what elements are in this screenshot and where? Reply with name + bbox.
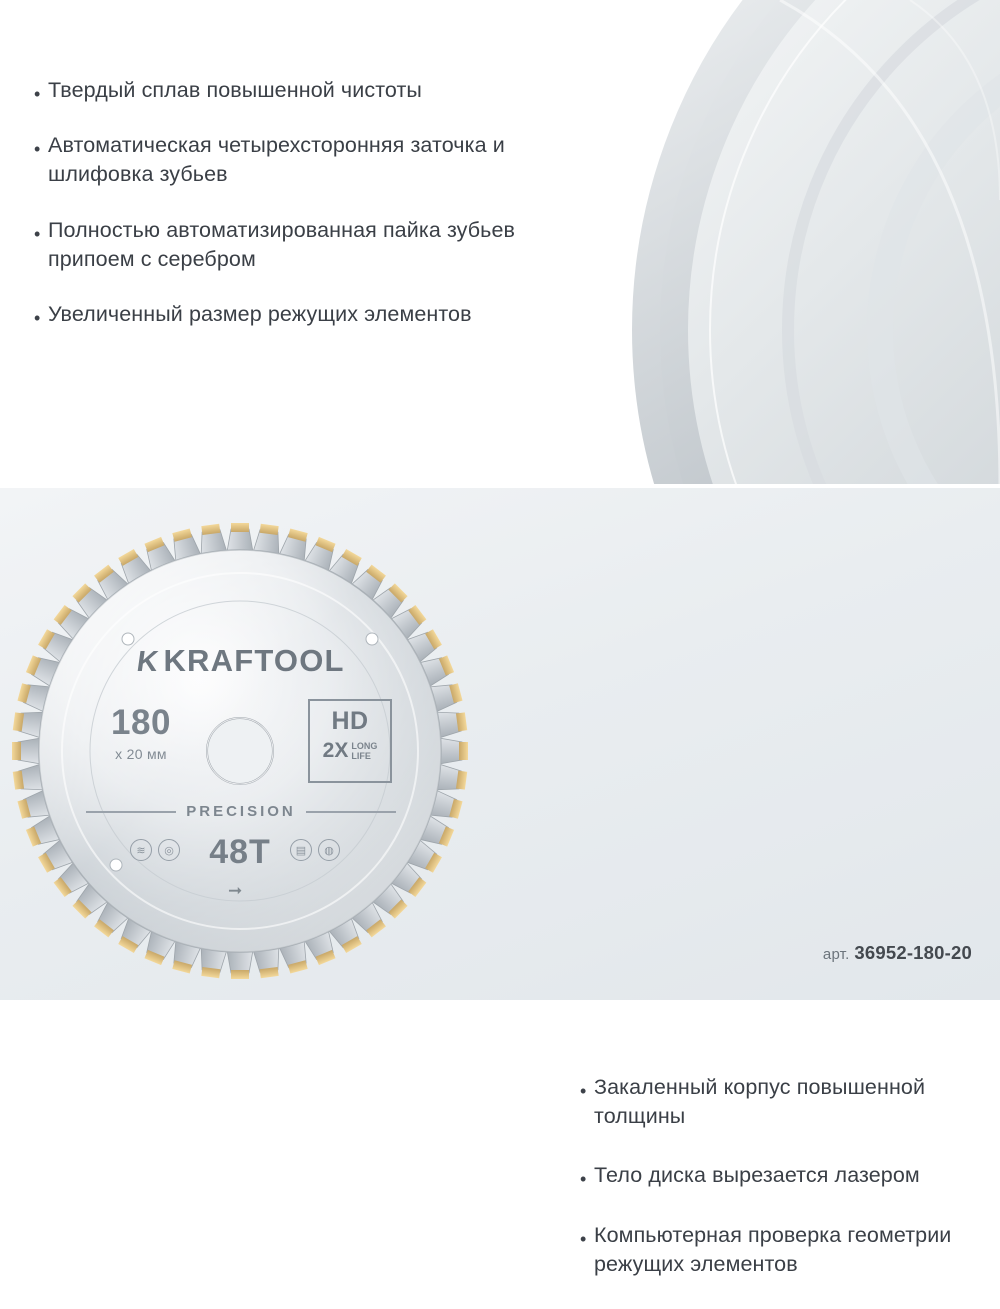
hd-long-word: LONG: [351, 741, 378, 751]
blade-diameter-label: 180: [111, 703, 171, 742]
material-wood-icon: ≋: [130, 839, 152, 861]
article-number: 36952-180-20: [854, 942, 972, 963]
bullet-icon: [580, 1082, 594, 1100]
teeth-count-label: 48T: [209, 833, 271, 871]
material-laminate-icon: ◎: [158, 839, 180, 861]
features-list-top: [34, 76, 554, 355]
hd-longlife-text: [351, 741, 377, 761]
series-label: PRECISION: [186, 803, 296, 820]
feature-text: Твердый сплав повышенной чистоты: [48, 78, 422, 102]
list-item: [580, 1161, 970, 1190]
top-panel: [0, 0, 1000, 487]
feature-text: Полностью автоматизированная пайка зубьев припоем с серебром: [48, 217, 516, 271]
panel-divider: [0, 484, 1000, 488]
bullet-icon: [580, 1230, 594, 1248]
feature-text: Закаленный корпус повышенной толщины: [594, 1075, 926, 1129]
list-item: [34, 216, 554, 274]
tool-saw-icon: ▤: [290, 839, 312, 861]
features-list-bottom: [580, 1073, 970, 1309]
saw-blade-svg: [0, 503, 510, 983]
bottom-panel: [0, 487, 1000, 1276]
article-code: [823, 942, 972, 964]
hd-life-word: LIFE: [351, 751, 371, 761]
blade-bore-label: x 20 мм: [115, 746, 167, 762]
brand-wordmark: [116, 643, 366, 679]
list-item: [580, 1073, 970, 1131]
pictogram-group-left: [130, 839, 180, 861]
list-item: [34, 76, 554, 105]
hd-label: HD: [331, 707, 369, 735]
article-prefix: арт.: [822, 946, 850, 963]
bullet-icon: [34, 140, 48, 158]
tool-mitre-icon: ◍: [318, 839, 340, 861]
brand-name: KRAFTOOL: [163, 643, 345, 678]
saw-blade-disc-image: [0, 503, 510, 983]
feature-text: Автоматическая четырехсторонняя заточка и шлифовка зубьев: [48, 133, 505, 187]
feature-text: Тело диска вырезается лазером: [594, 1163, 920, 1188]
hd-badge: [308, 699, 392, 783]
rule-left: [86, 811, 176, 813]
series-row: [86, 803, 396, 820]
feature-text: Увеличенный размер режущих элементов: [48, 302, 472, 327]
rule-right: [306, 811, 396, 813]
feature-text: Компьютерная проверка геометрии режущих элементов: [594, 1222, 952, 1276]
list-item: [580, 1221, 970, 1279]
bullet-icon: [34, 225, 48, 243]
list-item: [34, 131, 554, 189]
pictogram-group-right: [290, 839, 340, 861]
list-item: [34, 300, 554, 329]
hd-longlife-row: [310, 735, 390, 763]
bullet-icon: [580, 1170, 594, 1188]
bullet-icon: [34, 309, 48, 327]
bullet-icon: [34, 85, 48, 103]
rotation-direction-icon: ➞: [228, 881, 242, 900]
hd-multiplier: 2X: [322, 739, 349, 762]
brand-logo-mark: K: [135, 646, 162, 678]
blade-teeth-closeup-image: [480, 0, 1000, 487]
